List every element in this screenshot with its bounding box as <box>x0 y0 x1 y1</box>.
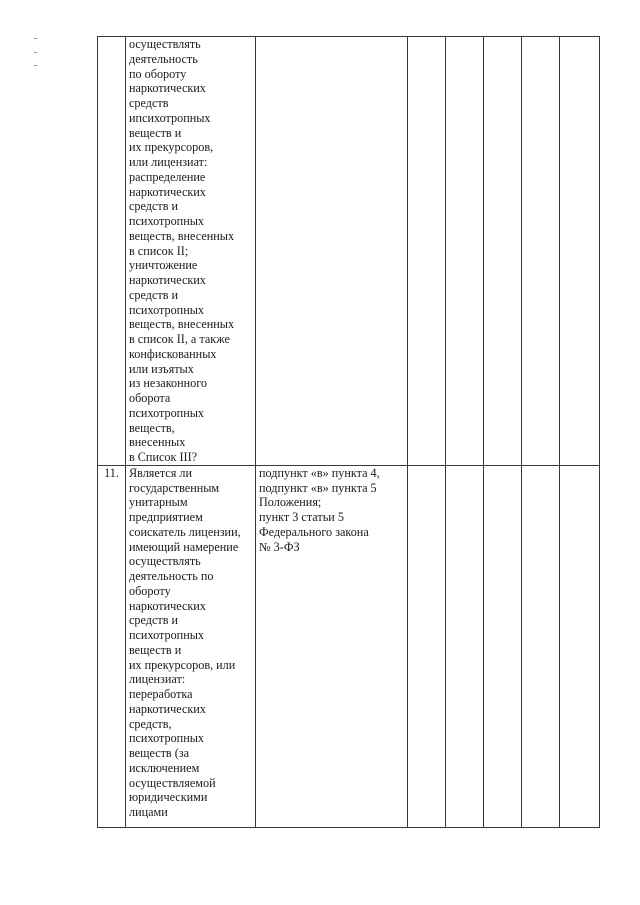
row-number-cell: 11. <box>98 465 126 827</box>
answer-cell-yes <box>408 37 446 466</box>
legal-reference-cell: подпункт «в» пункта 4, подпункт «в» пункта 5 Положения; пункт 3 статьи 5 Федерального закона № 3-ФЗ <box>256 465 408 827</box>
table-row <box>98 37 600 466</box>
question-cell: осуществлять деятельность по обороту наркотических средств ипсихотропных веществ и их прекурсоров, или лицензиат: распределение наркотических средств и психотропных веществ, внесенных в список II; уничтожение наркотических средств и психотропных веществ, внесенных в список II, а также конфискованных или изъятых из незаконного оборота психотропных веществ, внесенных в Список III? <box>126 37 256 466</box>
answer-cell-not-applicable <box>484 37 522 466</box>
notes-cell <box>560 465 600 827</box>
table-row <box>98 465 600 827</box>
legal-reference-cell <box>256 37 408 466</box>
answer-cell-extra <box>522 465 560 827</box>
answer-cell-yes <box>408 465 446 827</box>
question-cell: Является ли государственным унитарным предприятием соискатель лицензии, имеющий намерение осуществлять деятельность по обороту наркотических средств и психотропных веществ и их прекурсоров, или лицензиат: переработка наркотических средств, психотропных веществ (за исключением осуществляемой юридическими лицами <box>126 465 256 827</box>
answer-cell-not-applicable <box>484 465 522 827</box>
answer-cell-no <box>446 465 484 827</box>
scan-artifact <box>34 38 40 68</box>
checklist-table <box>97 36 600 828</box>
answer-cell-no <box>446 37 484 466</box>
answer-cell-extra <box>522 37 560 466</box>
notes-cell <box>560 37 600 466</box>
row-number-cell <box>98 37 126 466</box>
